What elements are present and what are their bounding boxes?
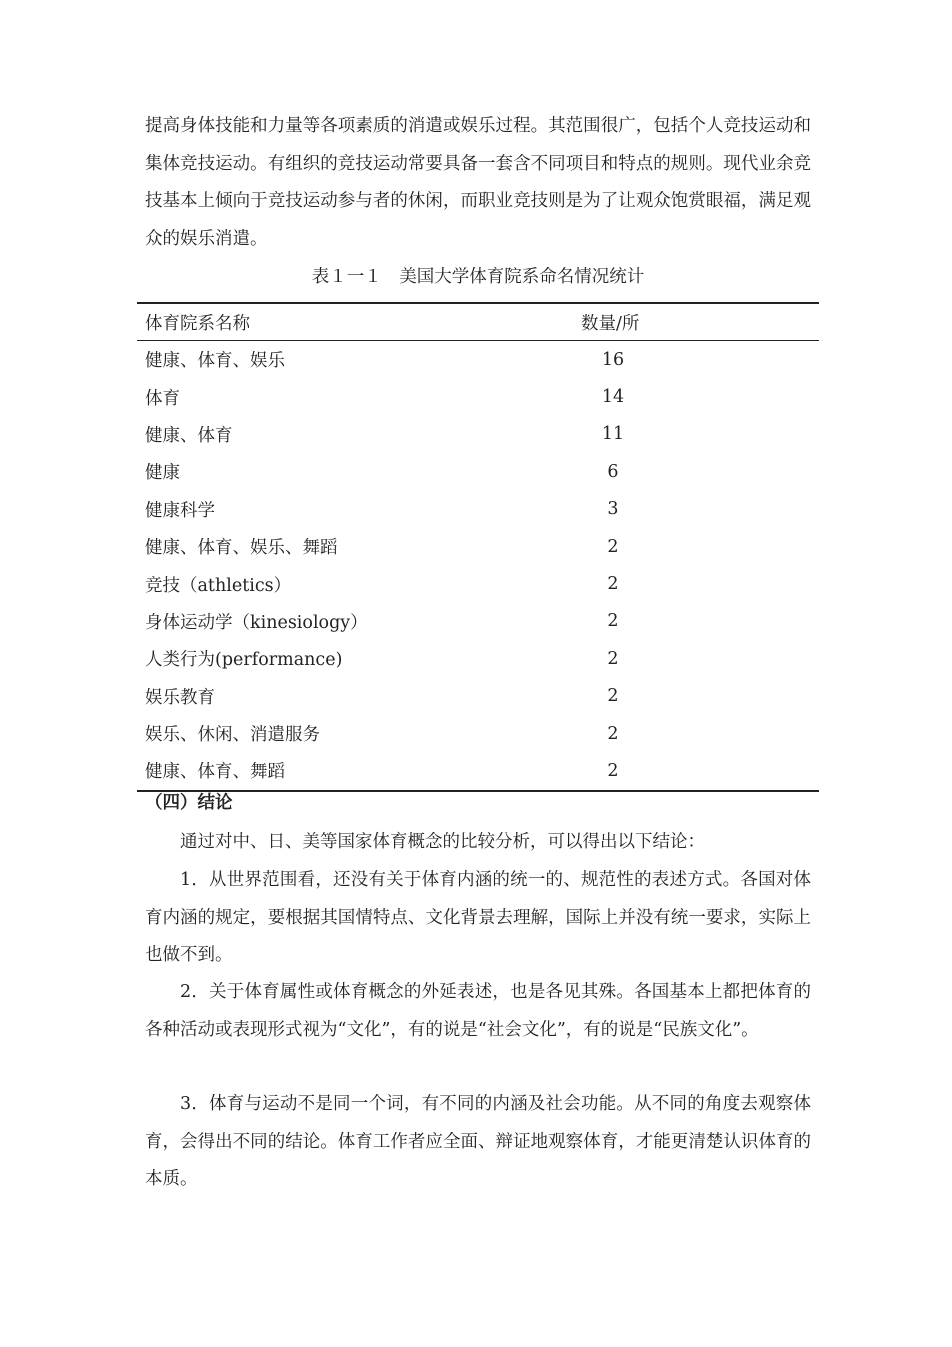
department-name-cell: 娱乐、休闲、消遣服务 xyxy=(145,725,320,746)
column-header-count: 数量/所 xyxy=(581,313,640,334)
department-name-cell: 健康、体育、娱乐、舞蹈 xyxy=(145,538,338,559)
table-row xyxy=(137,528,819,565)
table-row xyxy=(137,678,819,715)
column-header-name: 体育院系名称 xyxy=(145,313,250,334)
count-cell xyxy=(581,715,819,752)
count-value: 2 xyxy=(607,536,619,557)
department-name-cell: 健康、体育、舞蹈 xyxy=(145,762,285,783)
count-value: 6 xyxy=(607,461,619,482)
table-row xyxy=(137,416,819,453)
table-row xyxy=(137,640,819,677)
table-row xyxy=(137,603,819,640)
count-value: 2 xyxy=(607,686,619,707)
table-row xyxy=(137,341,819,379)
count-cell xyxy=(581,453,819,490)
table-row xyxy=(137,715,819,752)
count-cell xyxy=(581,752,819,790)
count-cell xyxy=(581,603,819,640)
department-name-cell: 健康科学 xyxy=(145,500,215,521)
department-name-cell: 人类行为(performance) xyxy=(145,650,343,671)
count-value: 2 xyxy=(607,723,619,744)
count-value: 16 xyxy=(601,349,625,370)
department-name-cell: 健康、体育、娱乐 xyxy=(145,351,285,372)
conclusion-item-2: 2．关于体育属性或体育概念的外延表述，也是各见其殊。各国基本上都把体育的各种活动或表现形式视为“文化”，有的说是“社会文化”，有的说是“民族文化”。 xyxy=(145,982,811,1040)
department-name-cell: 竞技（athletics） xyxy=(145,575,292,596)
table-row xyxy=(137,491,819,528)
count-value: 3 xyxy=(607,499,619,520)
count-value: 2 xyxy=(607,648,619,669)
table-row xyxy=(137,378,819,415)
table-caption: 表１一１ 美国大学体育院系命名情况统计 xyxy=(311,267,645,287)
count-cell xyxy=(581,528,819,565)
count-value: 11 xyxy=(601,424,625,445)
data-table xyxy=(137,302,819,792)
count-value: 2 xyxy=(607,611,619,632)
table-header-row xyxy=(137,303,819,341)
section-heading: （四）结论 xyxy=(145,793,233,813)
table-row xyxy=(137,453,819,490)
count-cell xyxy=(581,565,819,602)
count-cell xyxy=(581,678,819,715)
count-cell xyxy=(581,640,819,677)
table-row xyxy=(137,752,819,790)
department-name-cell: 健康、体育 xyxy=(145,425,233,446)
department-name-cell: 身体运动学（kinesiology） xyxy=(145,612,368,633)
table-row xyxy=(137,565,819,602)
count-value: 2 xyxy=(607,760,619,781)
department-name-cell: 娱乐教育 xyxy=(145,687,215,708)
department-name-cell: 健康 xyxy=(145,463,180,484)
count-cell xyxy=(581,341,819,379)
count-value: 14 xyxy=(601,387,625,408)
conclusion-item-3: 3．体育与运动不是同一个词，有不同的内涵及社会功能。从不同的角度去观察体育，会得出不同的结论。体育工作者应全面、辩证地观察体育，才能更清楚认识体育的本质。 xyxy=(145,1094,811,1189)
intro-paragraph: 提高身体技能和力量等各项素质的消遣或娱乐过程。其范围很广，包括个人竞技运动和集体竞技运动。有组织的竞技运动常要具备一套含不同项目和特点的规则。现代业余竞技基本上倾向于竞技运动参与者的休闲，而职业竞技则是为了让观众饱赏眼福，满足观众的娱乐消遣。 xyxy=(145,116,811,249)
conclusion-item-1: 1．从世界范围看，还没有关于体育内涵的统一的、规范性的表述方式。各国对体育内涵的规定，要根据其国情特点、文化背景去理解，国际上并没有统一要求，实际上也做不到。 xyxy=(145,870,811,965)
count-cell xyxy=(581,378,819,415)
department-name-cell: 体育 xyxy=(145,388,180,409)
count-cell xyxy=(581,491,819,528)
count-value: 2 xyxy=(607,574,619,595)
conclusion-intro: 通过对中、日、美等国家体育概念的比较分析，可以得出以下结论： xyxy=(180,832,705,852)
count-cell xyxy=(581,416,819,453)
